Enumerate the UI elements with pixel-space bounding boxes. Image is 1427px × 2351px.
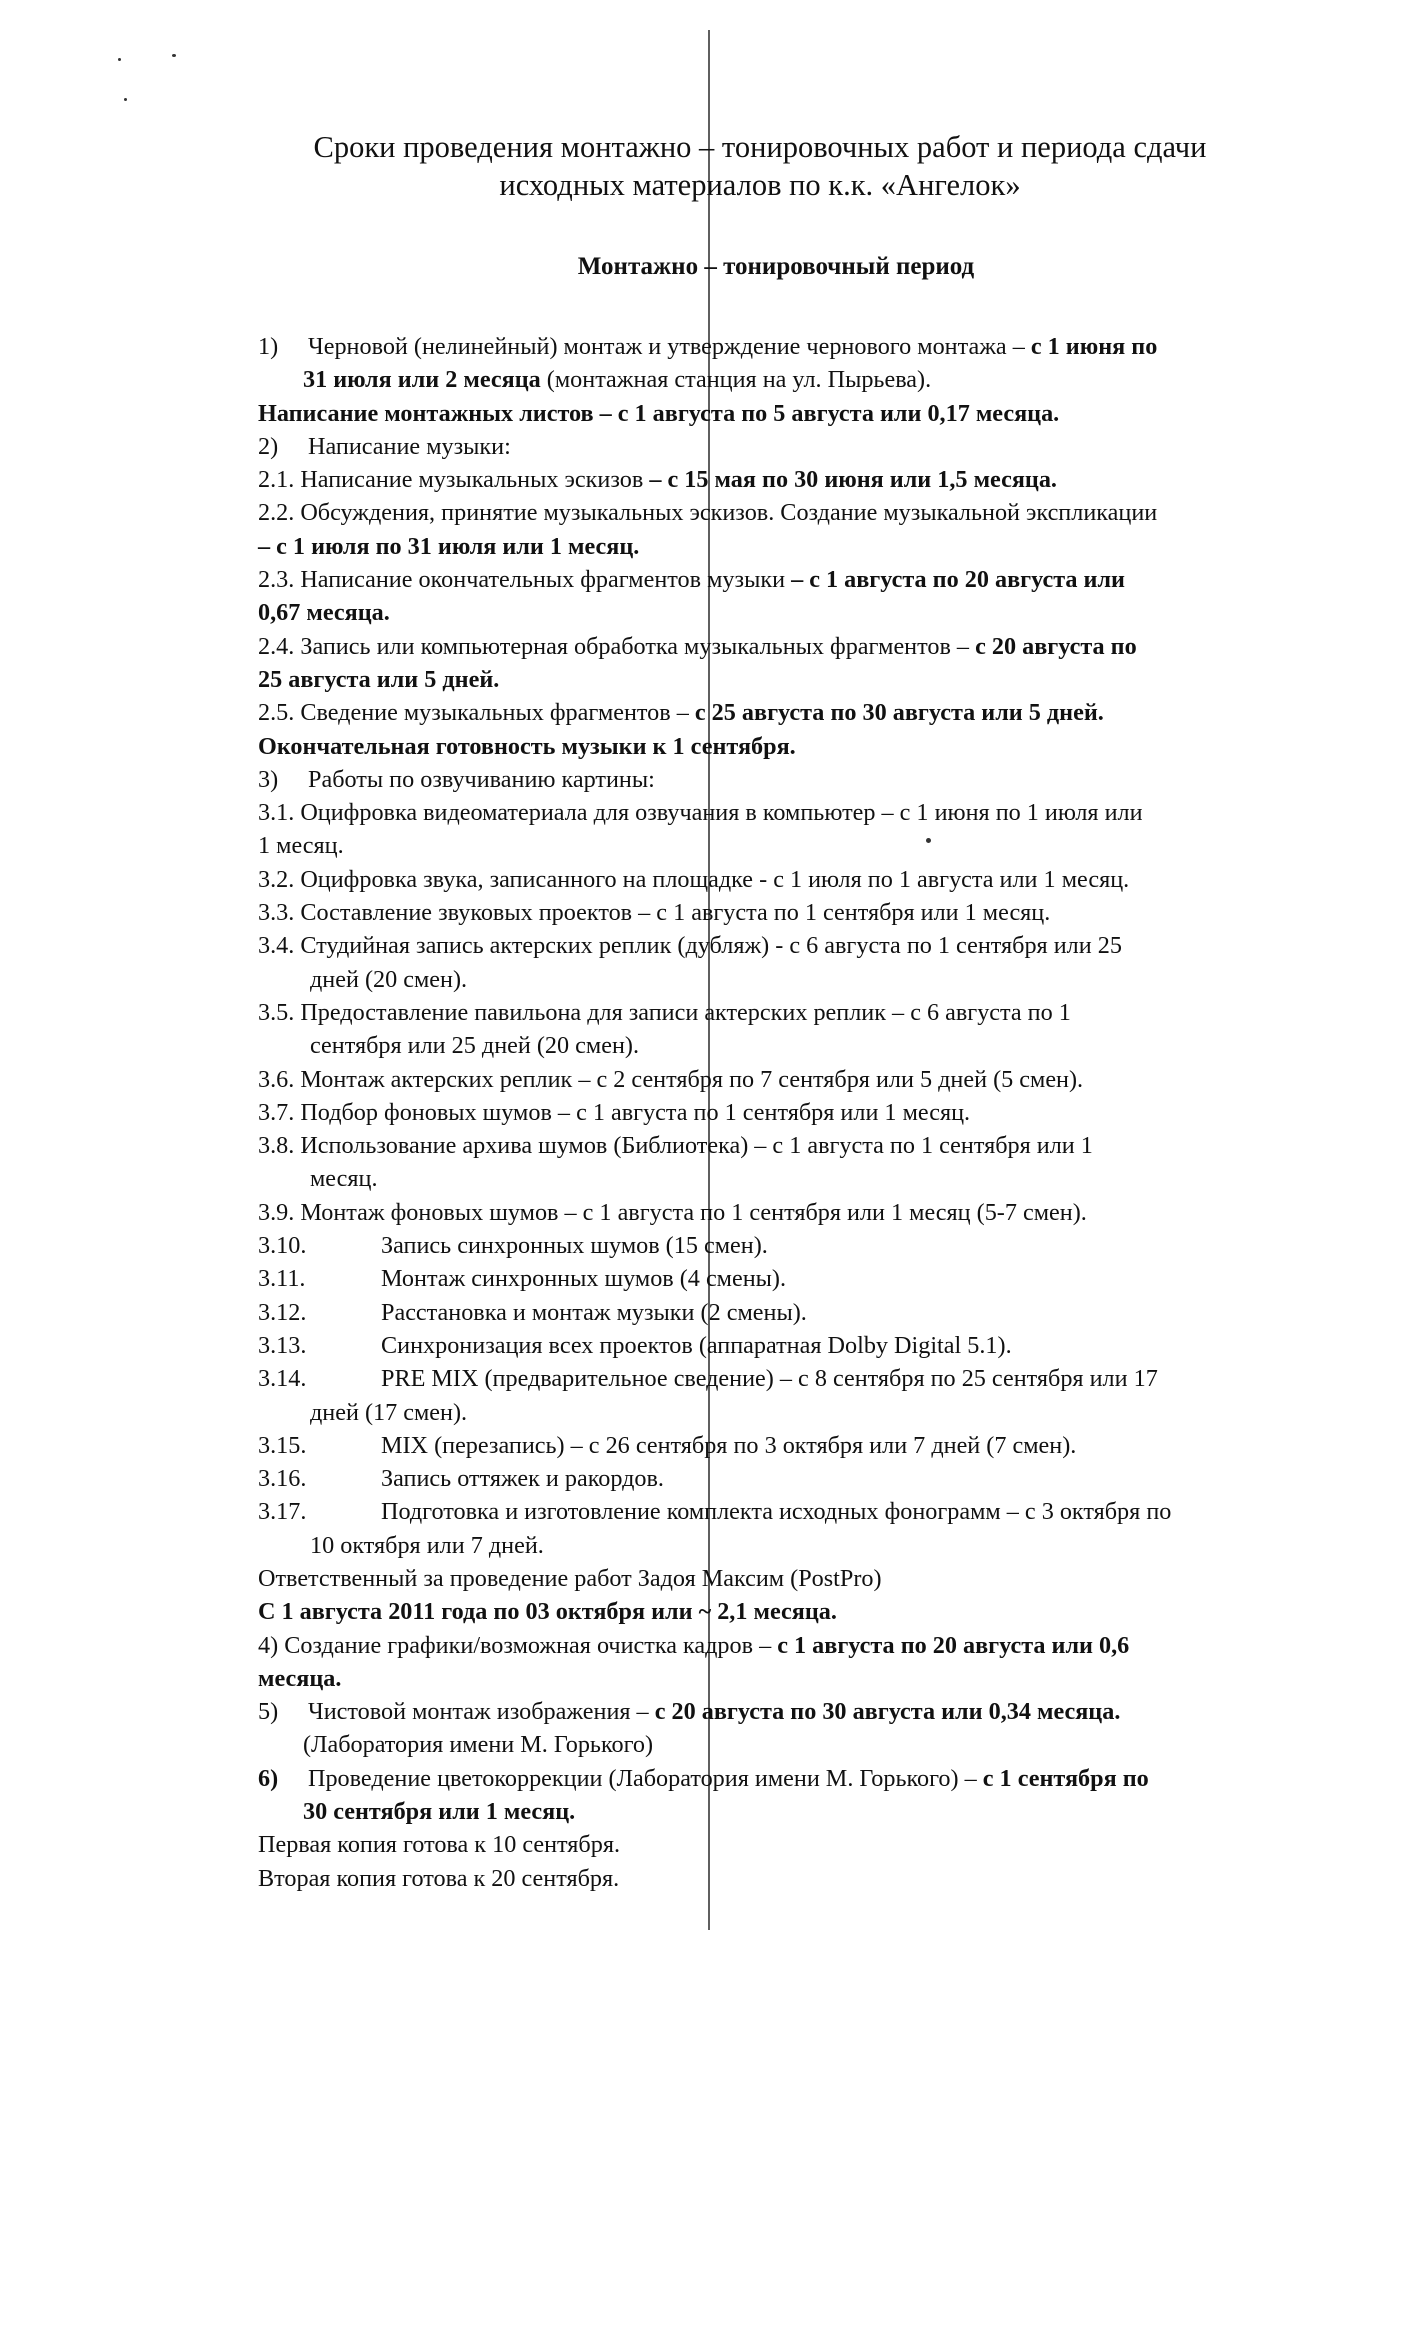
responsible-line: Ответственный за проведение работ Задоя Максим (PostPro) bbox=[258, 1564, 882, 1592]
scan-speck bbox=[124, 98, 127, 101]
document-title bbox=[240, 128, 1280, 204]
list-item: Окончательная готовность музыки к 1 сентября. bbox=[258, 732, 796, 760]
list-item-continuation: (Лаборатория имени М. Горького) bbox=[303, 1731, 654, 1759]
list-item: 3.4. Студийная запись актерских реплик (дубляж) - с 6 августа по 1 сентября или 25 bbox=[258, 932, 1122, 960]
list-item: 3.13. Синхронизация всех проектов (аппаратная Dolby Digital 5.1). bbox=[258, 1331, 1012, 1359]
list-item: 3.9. Монтаж фоновых шумов – с 1 августа по 1 сентября или 1 месяц (5-7 смен). bbox=[258, 1198, 1087, 1226]
list-item-continuation: месяца. bbox=[258, 1664, 342, 1692]
list-item: 3.15. MIX (перезапись) – с 26 сентября по 3 октября или 7 дней (7 смен). bbox=[258, 1431, 1077, 1459]
title-line-1: Сроки проведения монтажно – тонировочных работ и периода сдачи bbox=[313, 130, 1207, 164]
first-copy-line: Первая копия готова к 10 сентября. bbox=[258, 1831, 620, 1859]
schedule-list bbox=[258, 330, 1318, 1895]
list-item-continuation: месяц. bbox=[310, 1165, 378, 1193]
section-title: Монтажно – тонировочный период bbox=[577, 253, 975, 280]
list-item: 3.10. Запись синхронных шумов (15 смен). bbox=[258, 1232, 768, 1260]
list-item-continuation: – с 1 июля по 31 июля или 1 месяц. bbox=[258, 532, 640, 560]
list-item: 3.12. Расстановка и монтаж музыки (2 смены). bbox=[258, 1298, 807, 1326]
list-item-continuation: сентября или 25 дней (20 смен). bbox=[310, 1032, 639, 1060]
list-item-continuation: 10 октября или 7 дней. bbox=[310, 1531, 544, 1559]
list-item-continuation: 30 сентября или 1 месяц. bbox=[303, 1798, 576, 1826]
list-item-continuation: 25 августа или 5 дней. bbox=[258, 665, 500, 693]
list-item: 3.3. Составление звуковых проектов – с 1 августа по 1 сентября или 1 месяц. bbox=[258, 899, 1051, 927]
list-item-continuation: 31 июля или 2 месяца (монтажная станция на ул. Пырьева). bbox=[303, 366, 932, 394]
list-item: 2.5. Сведение музыкальных фрагментов – с 25 августа по 30 августа или 5 дней. bbox=[258, 699, 1104, 727]
second-copy-line: Вторая копия готова к 20 сентября. bbox=[258, 1864, 620, 1892]
list-item: 5) Чистовой монтаж изображения – с 20 августа по 30 августа или 0,34 месяца. bbox=[258, 1698, 1121, 1726]
list-item: 3.17. Подготовка и изготовление комплекта исходных фонограмм – с 3 октября по bbox=[258, 1498, 1172, 1526]
list-item: 2.4. Запись или компьютерная обработка музыкальных фрагментов – с 20 августа по bbox=[258, 632, 1137, 660]
list-item: 3.8. Использование архива шумов (Библиотека) – с 1 августа по 1 сентября или 1 bbox=[258, 1132, 1093, 1160]
list-item-continuation: 0,67 месяца. bbox=[258, 599, 390, 627]
list-item: 3.14. PRE MIX (предварительное сведение) – с 8 сентября по 25 сентября или 17 bbox=[258, 1365, 1158, 1393]
list-item: 2.3. Написание окончательных фрагментов музыки – с 1 августа по 20 августа или bbox=[258, 566, 1125, 594]
scan-speck bbox=[172, 54, 176, 57]
list-item-continuation: дней (20 смен). bbox=[310, 965, 468, 993]
list-item: 2.2. Обсуждения, принятие музыкальных эскизов. Создание музыкальной экспликации bbox=[258, 499, 1158, 527]
list-item: 3.1. Оцифровка видеоматериала для озвучания в компьютер – с 1 июня по 1 июля или bbox=[258, 799, 1143, 827]
list-item: 3) Работы по озвучиванию картины: bbox=[258, 765, 655, 793]
scan-speck bbox=[118, 58, 121, 61]
list-item: 3.7. Подбор фоновых шумов – с 1 августа по 1 сентября или 1 месяц. bbox=[258, 1098, 971, 1126]
total-period-line: С 1 августа 2011 года по 03 октября или ~ 2,1 месяца. bbox=[258, 1598, 837, 1626]
list-item: 3.2. Оцифровка звука, записанного на площадке - с 1 июля по 1 августа или 1 месяц. bbox=[258, 865, 1130, 893]
title-line-2: исходных материалов по к.к. «Ангелок» bbox=[499, 168, 1021, 202]
list-item: 4) Создание графики/возможная очистка кадров – с 1 августа по 20 августа или 0,6 bbox=[258, 1631, 1130, 1659]
list-item: 1) Черновой (нелинейный) монтаж и утверждение чернового монтажа – с 1 июня по bbox=[258, 333, 1158, 360]
list-item: 3.16. Запись оттяжек и ракордов. bbox=[258, 1465, 664, 1493]
list-item: 3.11. Монтаж синхронных шумов (4 смены). bbox=[258, 1265, 787, 1293]
list-item: 2) Написание музыки: bbox=[258, 432, 511, 460]
list-item: 3.6. Монтаж актерских реплик – с 2 сентября по 7 сентября или 5 дней (5 смен). bbox=[258, 1065, 1084, 1093]
list-item-continuation: 1 месяц. bbox=[258, 832, 344, 860]
list-item: 6) Проведение цветокоррекции (Лаборатория имени М. Горького) – с 1 сентября по bbox=[258, 1764, 1149, 1792]
list-item: 3.5. Предоставление павильона для записи актерских реплик – с 6 августа по 1 bbox=[258, 998, 1071, 1026]
list-item: 2.1. Написание музыкальных эскизов – с 15 мая по 30 июня или 1,5 месяца. bbox=[258, 466, 1057, 494]
list-item-continuation: дней (17 смен). bbox=[310, 1398, 468, 1426]
list-item: Написание монтажных листов – с 1 августа по 5 августа или 0,17 месяца. bbox=[258, 399, 1060, 427]
